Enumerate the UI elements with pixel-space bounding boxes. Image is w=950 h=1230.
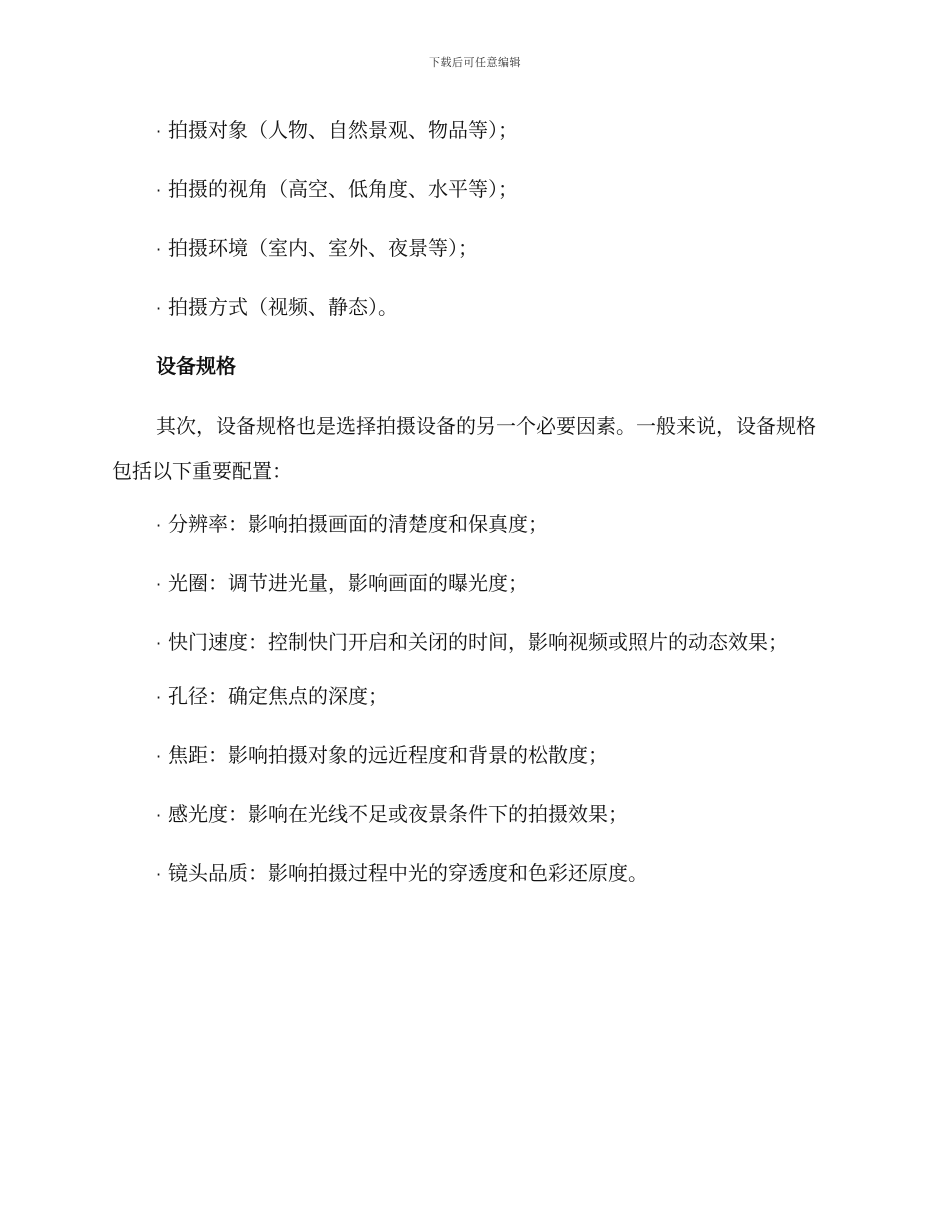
list-item <box>112 565 832 603</box>
list-item-text: 感光度：影响在光线不足或夜景条件下的拍摄效果； <box>168 802 628 826</box>
bullet-marker: · <box>156 240 162 259</box>
bullet-marker: · <box>156 516 162 535</box>
bullet-marker: · <box>156 634 162 653</box>
list-item-text: 孔径：确定焦点的深度； <box>168 684 388 708</box>
list-item-text: 拍摄的视角（高空、低角度、水平等）； <box>168 177 518 201</box>
bullet-marker: · <box>156 122 162 141</box>
bullet-marker: · <box>156 747 162 766</box>
list-item-text: 光圈：调节进光量，影响画面的曝光度； <box>168 571 528 595</box>
list-item <box>112 678 832 716</box>
list-item <box>112 506 832 544</box>
section-heading: 设备规格 <box>156 354 236 378</box>
header-note: 下载后可任意编辑 <box>429 56 521 69</box>
list-item <box>112 737 832 775</box>
list-item <box>112 855 832 893</box>
list-item-text: 拍摄对象（人物、自然景观、物品等）； <box>168 118 518 142</box>
list-item <box>112 112 832 150</box>
list-item-text: 分辨率：影响拍摄画面的清楚度和保真度； <box>168 512 548 536</box>
bullet-marker: · <box>156 299 162 318</box>
list-item-text: 焦距：影响拍摄对象的远近程度和背景的松散度； <box>168 743 608 767</box>
list-item-text: 拍摄方式（视频、静态）。 <box>168 295 398 319</box>
list-item-text: 镜头品质：影响拍摄过程中光的穿透度和色彩还原度。 <box>168 861 648 885</box>
bullet-marker: · <box>156 865 162 884</box>
list-item <box>112 171 832 209</box>
bullet-marker: · <box>156 575 162 594</box>
document-body <box>112 112 832 914</box>
list-item <box>112 796 832 834</box>
list-item <box>112 230 832 268</box>
bullet-marker: · <box>156 181 162 200</box>
section-intro-paragraph: 其次，设备规格也是选择拍摄设备的另一个必要因素。一般来说，设备规格包括以下重要配置： <box>112 414 816 483</box>
list-item <box>112 289 832 327</box>
bullet-marker: · <box>156 688 162 707</box>
bullet-marker: · <box>156 806 162 825</box>
list-item-text: 拍摄环境（室内、室外、夜景等）； <box>168 236 478 260</box>
list-item <box>112 620 832 666</box>
list-item-text: 快门速度：控制快门开启和关闭的时间，影响视频或照片的动态效果； <box>168 630 788 654</box>
